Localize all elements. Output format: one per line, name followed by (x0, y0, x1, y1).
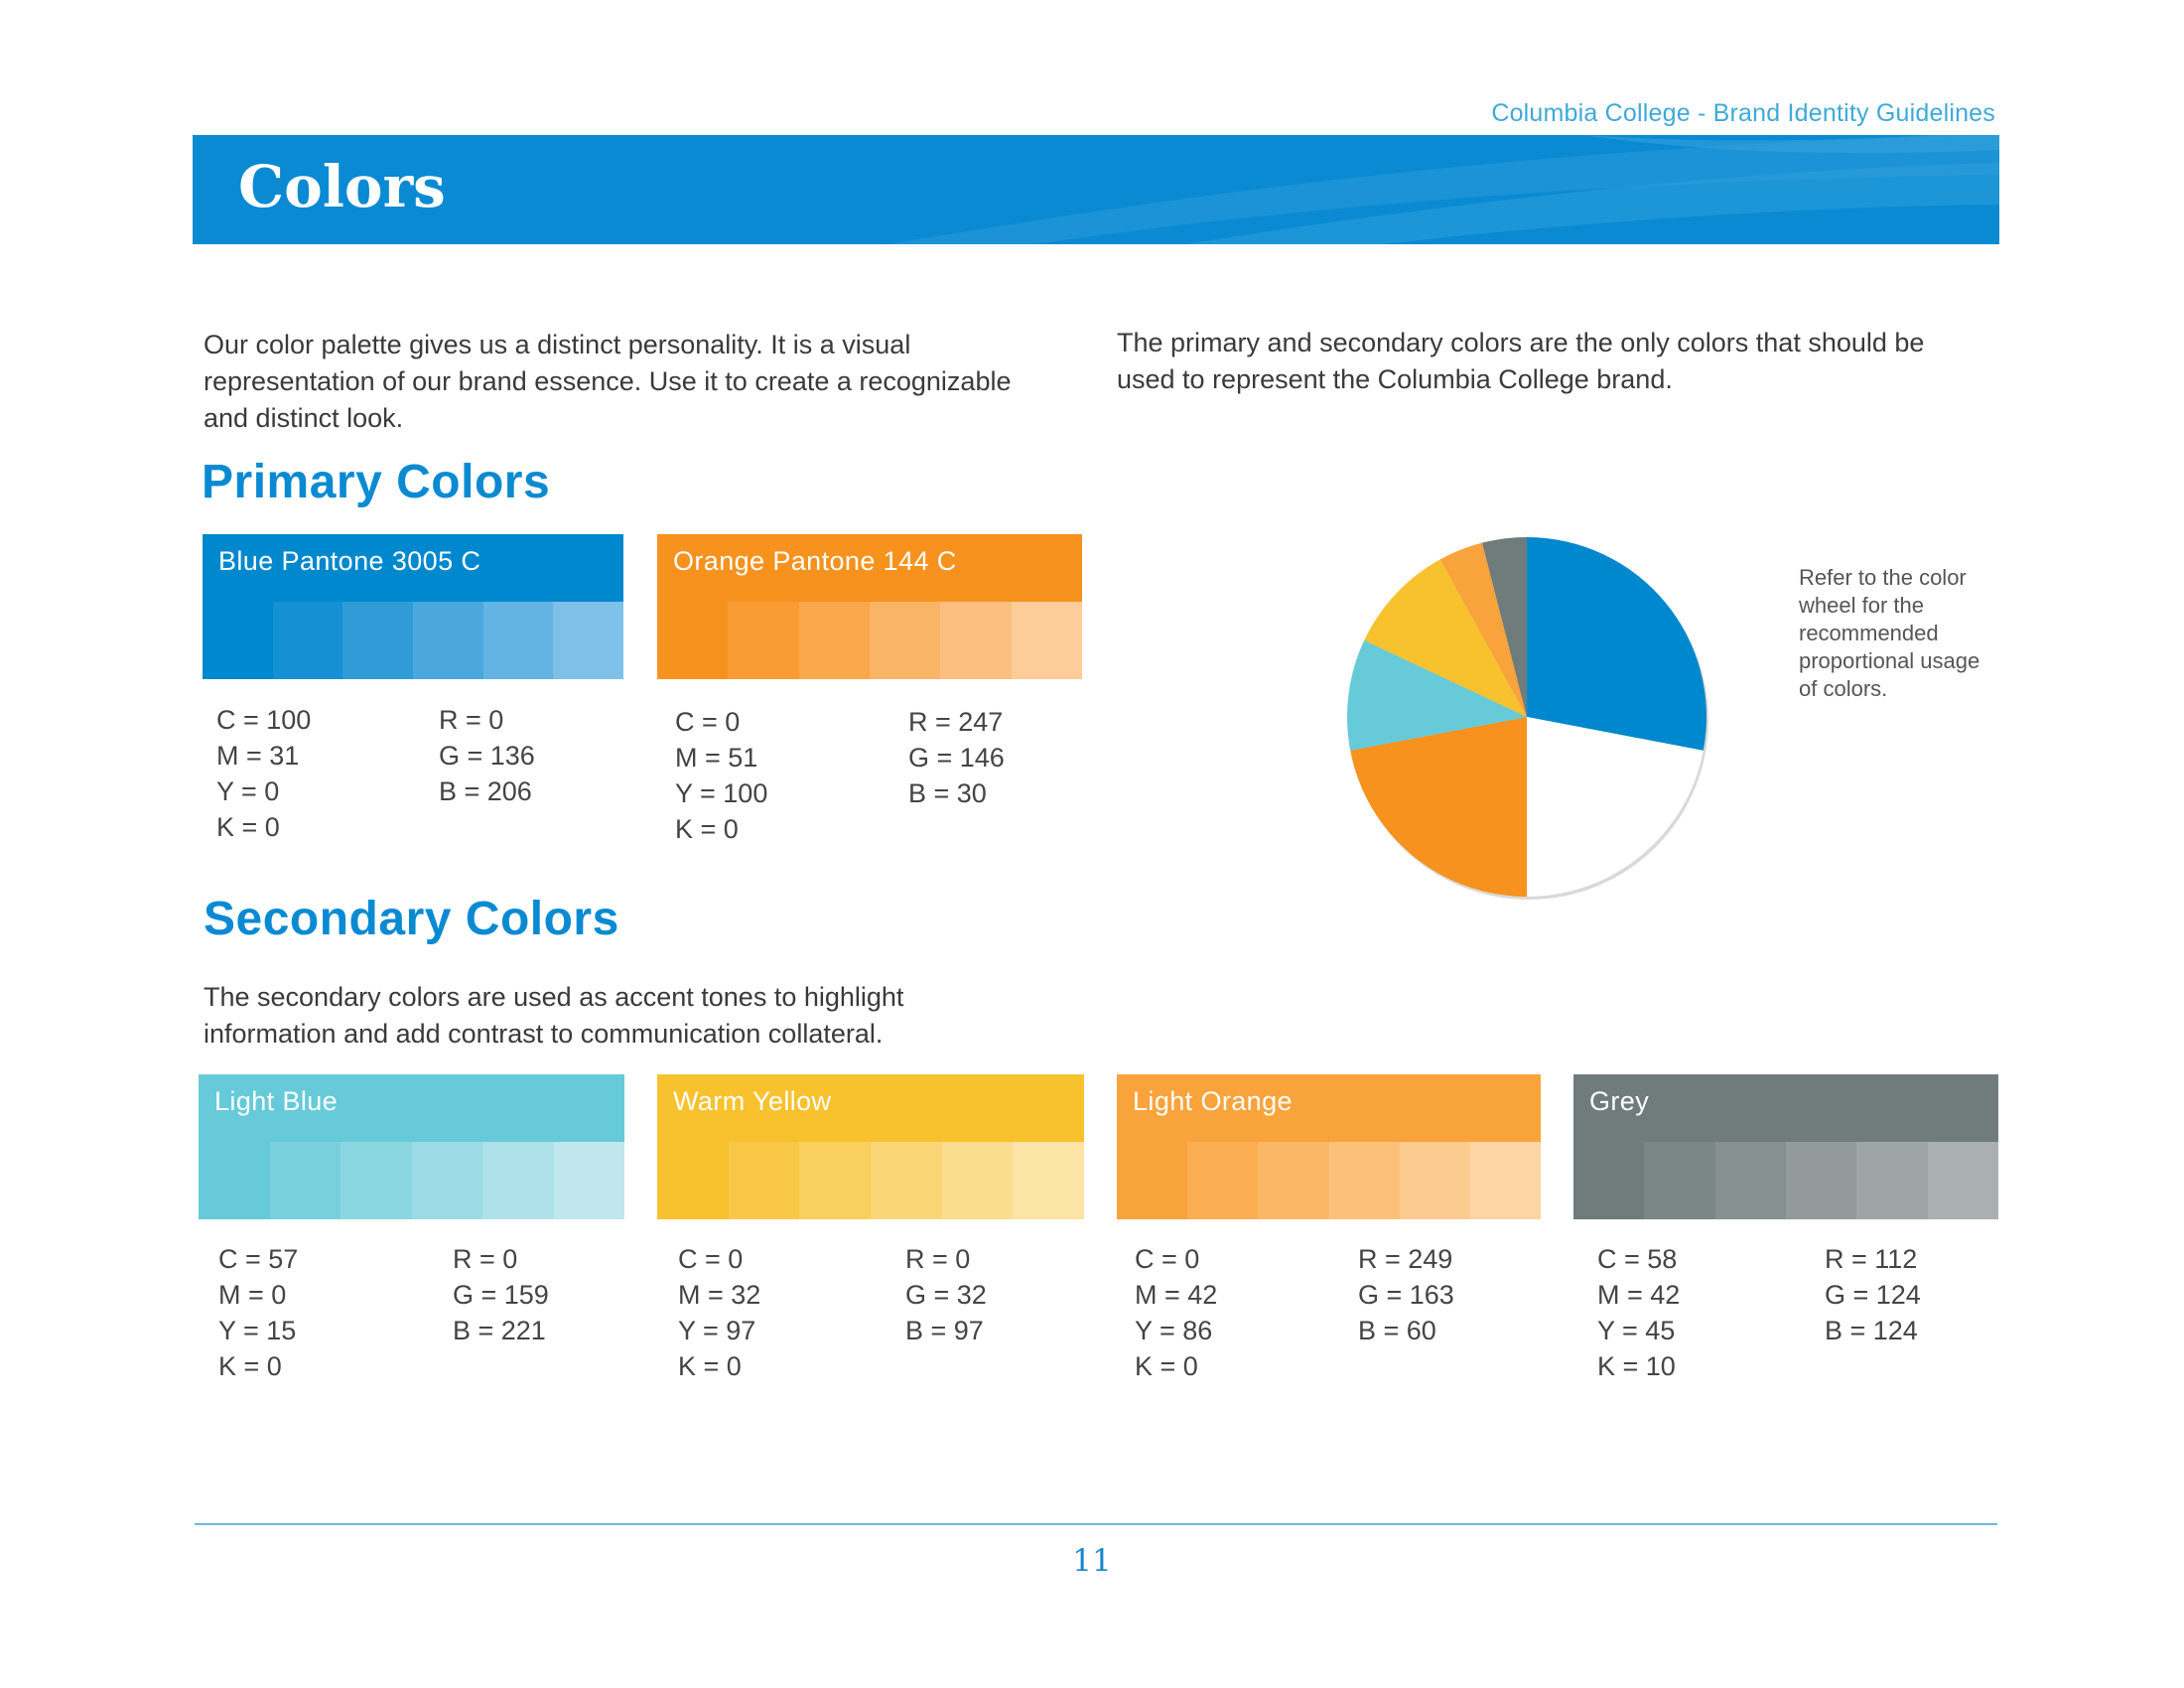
cmyk-value: Y = 100 (675, 778, 768, 808)
swatch-orange-pantone-144c (657, 534, 1082, 679)
rgb-value: R = 0 (453, 1244, 518, 1274)
swatch-header (1117, 1074, 1541, 1142)
swatch-header (657, 534, 1082, 602)
swatch-blue-pantone-3005c (203, 534, 623, 679)
tint-cell (483, 602, 554, 679)
cmyk-value: C = 57 (218, 1244, 299, 1274)
swatch-name: Blue Pantone 3005 C (218, 546, 481, 576)
cmyk-value: M = 0 (218, 1280, 287, 1310)
tint-cell (270, 1142, 341, 1219)
tint-cell (554, 1142, 625, 1219)
swatch-header (1573, 1074, 1998, 1142)
tint-cell (657, 1142, 729, 1219)
tint-cell (1573, 1142, 1644, 1219)
secondary-paragraph (204, 979, 903, 1053)
text-line: and distinct look. (204, 403, 404, 433)
text-line: representation of our brand essence. Use it to create a recognizable (204, 366, 1012, 396)
tint-cell (870, 602, 940, 679)
cmyk-value: Y = 97 (678, 1316, 756, 1345)
color-proportion-pie (1338, 528, 1715, 911)
cmyk-value: Y = 15 (218, 1316, 297, 1345)
banner-wave-decoration (193, 135, 1999, 244)
swatch-name: Grey (1589, 1086, 1650, 1116)
rgb-value: B = 30 (908, 778, 987, 808)
rgb-value: G = 163 (1358, 1280, 1454, 1310)
tint-cell (1329, 1142, 1400, 1219)
tint-cell (412, 1142, 483, 1219)
tint-strip (657, 602, 1082, 679)
tint-strip (1573, 1142, 1998, 1219)
rgb-value: G = 146 (908, 743, 1005, 773)
tint-cell (413, 602, 483, 679)
cmyk-value: K = 10 (1597, 1351, 1676, 1381)
pie-note (1799, 564, 2007, 703)
rgb-value: R = 0 (905, 1244, 971, 1274)
running-head: Columbia College - Brand Identity Guidelines (1491, 99, 1995, 127)
secondary-colors-heading: Secondary Colors (204, 893, 619, 945)
rgb-value: G = 159 (453, 1280, 549, 1310)
tint-cell (871, 1142, 942, 1219)
tint-cell (1856, 1142, 1927, 1219)
text-line: wheel for the (1799, 593, 1924, 618)
tint-cell (203, 602, 273, 679)
rgb-value: B = 60 (1358, 1316, 1436, 1345)
rgb-value: G = 124 (1825, 1280, 1921, 1310)
swatch-name: Light Orange (1133, 1086, 1293, 1116)
tint-cell (1013, 1142, 1084, 1219)
cmyk-value: M = 42 (1597, 1280, 1681, 1310)
text-line: of colors. (1799, 676, 1888, 701)
tint-cell (1012, 602, 1082, 679)
cmyk-value: M = 32 (678, 1280, 761, 1310)
swatch-header (203, 534, 623, 602)
cmyk-value: C = 0 (675, 707, 741, 737)
cmyk-value: K = 0 (1135, 1351, 1198, 1381)
tint-cell (729, 1142, 800, 1219)
cmyk-value: Y = 0 (216, 776, 280, 806)
text-line: Our color palette gives us a distinct personality. It is a visual (204, 330, 911, 359)
rgb-value: R = 247 (908, 707, 1004, 737)
rgb-value: G = 32 (905, 1280, 987, 1310)
cmyk-value: M = 51 (675, 743, 758, 773)
page-number: 11 (1072, 1543, 1112, 1579)
tint-strip (199, 1142, 624, 1219)
cmyk-value: K = 0 (216, 812, 280, 842)
intro-right-paragraph (1117, 325, 1924, 398)
cmyk-value: Y = 45 (1597, 1316, 1676, 1345)
cmyk-value: C = 0 (1135, 1244, 1200, 1274)
intro-left-paragraph (204, 327, 1011, 437)
rgb-value: B = 206 (439, 776, 532, 806)
text-line: The primary and secondary colors are the only colors that should be (1117, 328, 1925, 357)
cmyk-value: K = 0 (675, 814, 739, 844)
primary-colors-heading: Primary Colors (202, 456, 551, 508)
swatch-header (657, 1074, 1084, 1142)
cmyk-value: Y = 86 (1135, 1316, 1213, 1345)
text-line: recommended (1799, 621, 1939, 645)
tint-strip (657, 1142, 1084, 1219)
tint-cell (1786, 1142, 1856, 1219)
tint-cell (799, 602, 870, 679)
cmyk-value: C = 58 (1597, 1244, 1678, 1274)
swatch-header (199, 1074, 624, 1142)
cmyk-value: C = 0 (678, 1244, 744, 1274)
cmyk-value: M = 31 (216, 741, 300, 771)
page-title: Colors (238, 153, 446, 220)
swatch-light-blue (199, 1074, 624, 1219)
tint-cell (1117, 1142, 1187, 1219)
swatch-name: Light Blue (214, 1086, 339, 1116)
swatch-name: Warm Yellow (673, 1086, 832, 1116)
tint-strip (203, 602, 623, 679)
swatch-warm-yellow (657, 1074, 1084, 1219)
tint-cell (342, 602, 413, 679)
tint-cell (1400, 1142, 1470, 1219)
tint-cell (942, 1142, 1014, 1219)
tint-cell (1715, 1142, 1786, 1219)
swatch-name: Orange Pantone 144 C (673, 546, 957, 576)
rgb-value: R = 0 (439, 705, 504, 735)
text-line: information and add contrast to communication collateral. (204, 1019, 884, 1049)
text-line: used to represent the Columbia College brand. (1117, 364, 1673, 394)
tint-cell (341, 1142, 412, 1219)
tint-cell (1187, 1142, 1258, 1219)
tint-cell (799, 1142, 871, 1219)
cmyk-value: K = 0 (218, 1351, 282, 1381)
tint-cell (199, 1142, 270, 1219)
tint-cell (553, 602, 623, 679)
rgb-value: R = 112 (1825, 1244, 1918, 1274)
footer-divider (195, 1523, 1997, 1525)
tint-cell (657, 602, 728, 679)
text-line: proportional usage (1799, 648, 1980, 673)
tint-cell (482, 1142, 554, 1219)
tint-cell (728, 602, 798, 679)
cmyk-value: K = 0 (678, 1351, 742, 1381)
swatch-light-orange (1117, 1074, 1541, 1219)
rgb-value: G = 136 (439, 741, 535, 771)
tint-cell (940, 602, 1011, 679)
tint-cell (1928, 1142, 1998, 1219)
text-line: The secondary colors are used as accent tones to highlight (204, 982, 904, 1012)
tint-strip (1117, 1142, 1541, 1219)
pie-slice (1527, 537, 1706, 751)
title-banner (193, 135, 1999, 244)
tint-cell (1258, 1142, 1328, 1219)
pie-chart (1338, 528, 1715, 906)
swatch-grey (1573, 1074, 1998, 1219)
rgb-value: R = 249 (1358, 1244, 1453, 1274)
rgb-value: B = 124 (1825, 1316, 1918, 1345)
tint-cell (1644, 1142, 1714, 1219)
cmyk-value: M = 42 (1135, 1280, 1218, 1310)
text-line: Refer to the color (1799, 565, 1967, 590)
cmyk-value: C = 100 (216, 705, 312, 735)
rgb-value: B = 97 (905, 1316, 984, 1345)
tint-cell (1470, 1142, 1541, 1219)
tint-cell (273, 602, 343, 679)
rgb-value: B = 221 (453, 1316, 546, 1345)
